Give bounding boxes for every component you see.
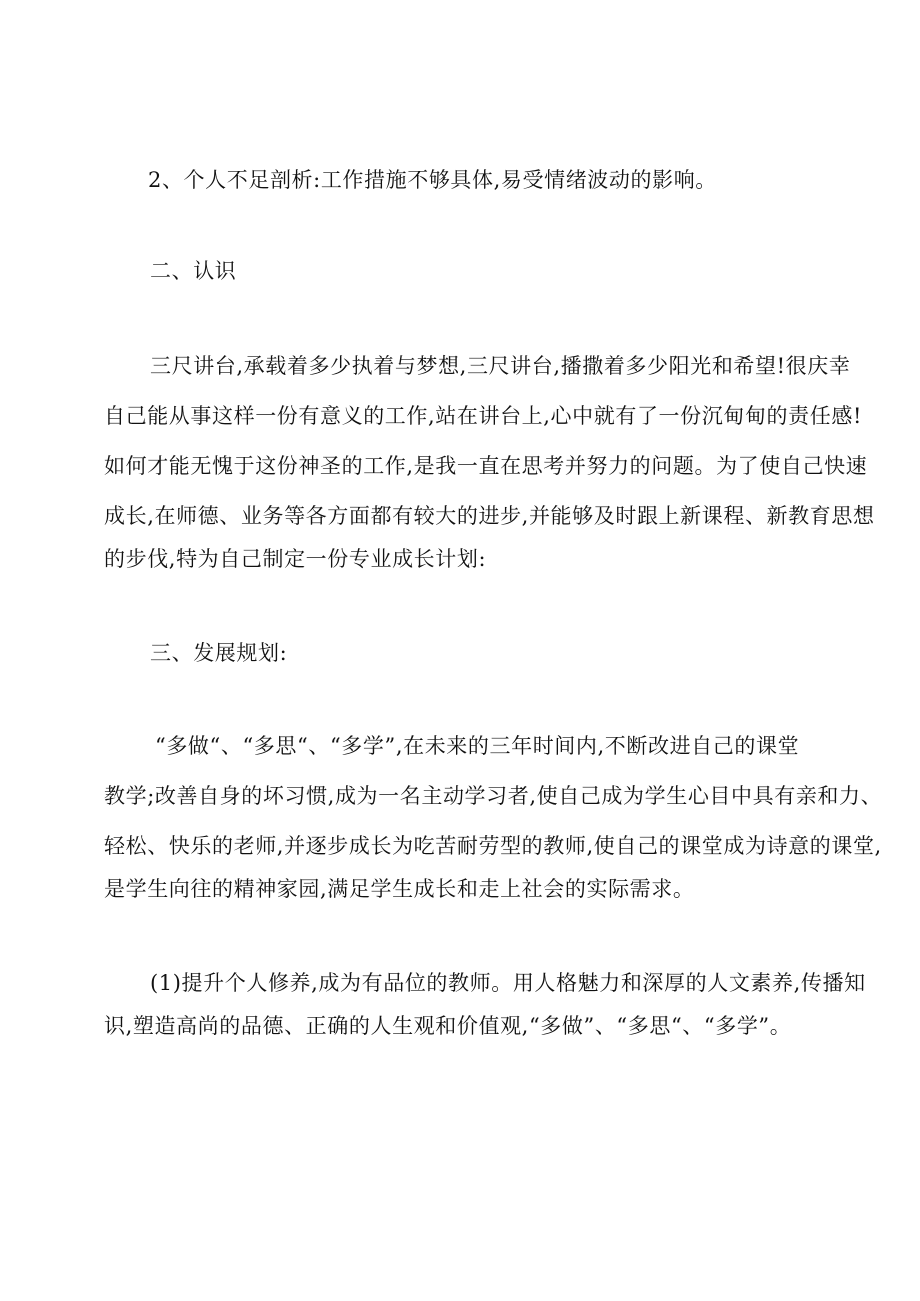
paragraph-line: 教学;改善自身的坏习惯,成为一名主动学习者,使自己成为学生心目中具有亲和力、: [104, 784, 883, 808]
paragraph-line: 是学生向往的精神家园,满足学生成长和走上社会的实际需求。: [104, 877, 695, 901]
paragraph-line: 如何才能无愧于这份神圣的工作,是我一直在思考并努力的问题。为了使自己快速: [104, 454, 868, 478]
paragraph-line: (1)提升个人修养,成为有品位的教师。用人格魅力和深厚的人文素养,传播知: [150, 971, 866, 995]
paragraph-line: 识,塑造高尚的品德、正确的人生观和价值观,“多做”、“多思“、“多学”。: [104, 1014, 792, 1038]
deficiency-paragraph: 2、个人不足剖析:工作措施不够具体,易受情绪波动的影响。: [148, 168, 717, 192]
paragraph-line: 成长,在师德、业务等各方面都有较大的进步,并能够及时跟上新课程、新教育思想: [104, 504, 875, 528]
paragraph-line: “多做“、“多思“、“多学”,在未来的三年时间内,不断改进自己的课堂: [155, 734, 800, 758]
paragraph-line: 自己能从事这样一份有意义的工作,站在讲台上,心中就有了一份沉甸甸的责任感!: [104, 404, 862, 428]
paragraph-line: 三尺讲台,承载着多少执着与梦想,三尺讲台,播撒着多少阳光和希望!很庆幸: [150, 354, 851, 378]
section-heading-cognition: 二、认识: [150, 259, 237, 283]
paragraph-line: 的步伐,特为自己制定一份专业成长计划:: [104, 547, 487, 571]
paragraph-line: 轻松、快乐的老师,并逐步成长为吃苦耐劳型的教师,使自己的课堂成为诗意的课堂,: [104, 834, 882, 858]
section-heading-plan: 三、发展规划:: [150, 641, 288, 665]
